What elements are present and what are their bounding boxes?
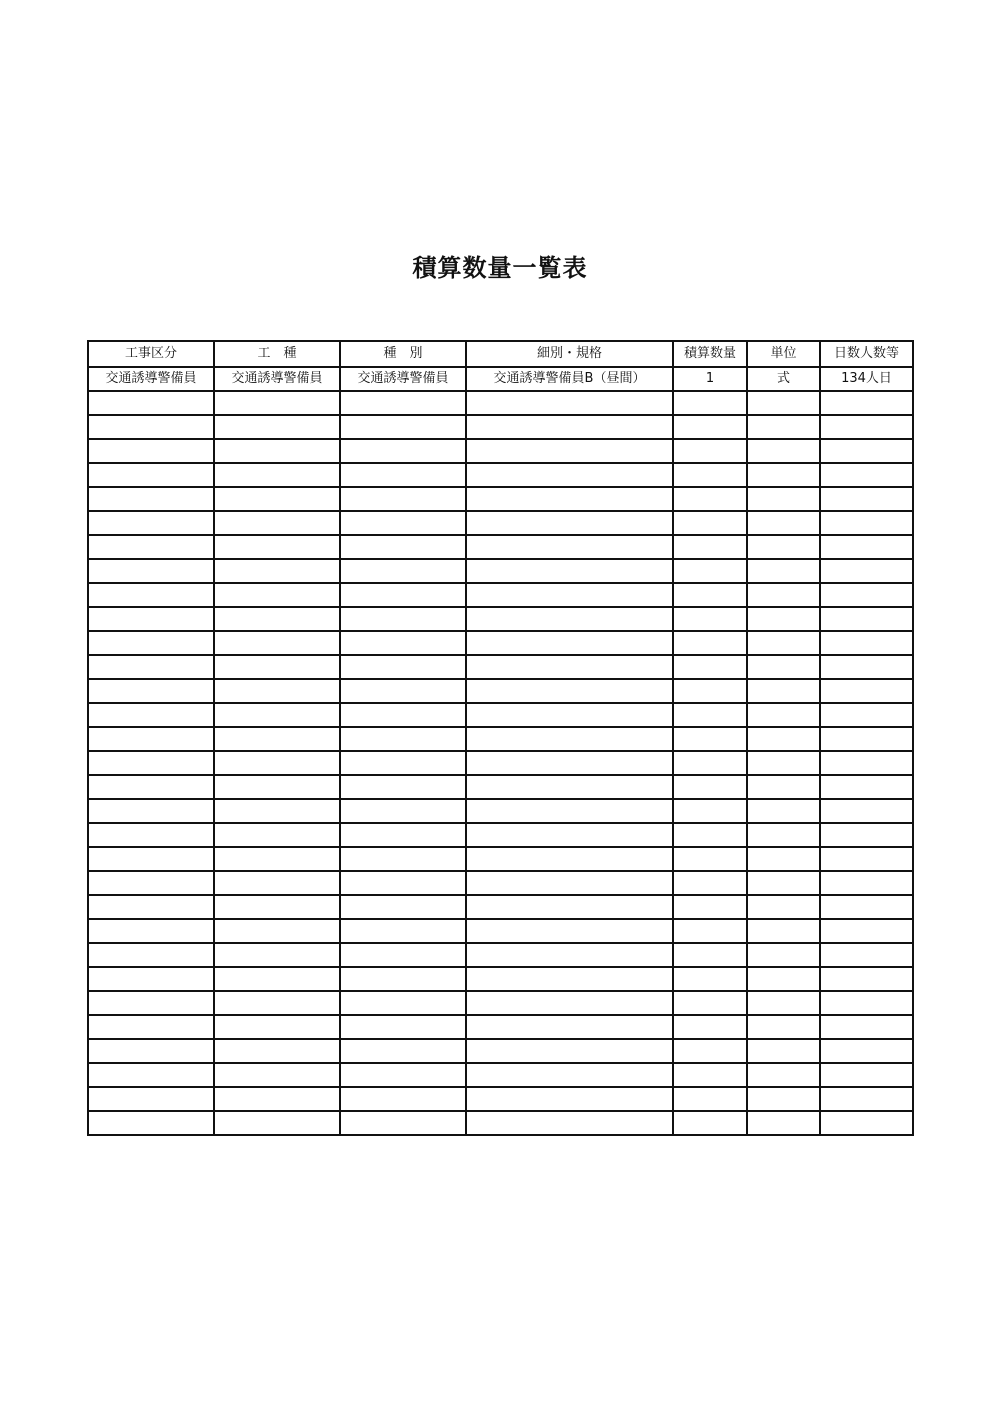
empty-cell xyxy=(747,847,820,871)
empty-cell xyxy=(673,1111,747,1135)
empty-cell xyxy=(673,1015,747,1039)
empty-cell xyxy=(340,967,466,991)
empty-table-row xyxy=(88,655,913,679)
empty-cell xyxy=(466,535,673,559)
empty-cell xyxy=(214,511,340,535)
empty-cell xyxy=(747,559,820,583)
empty-cell xyxy=(340,1063,466,1087)
empty-cell xyxy=(747,439,820,463)
table-body xyxy=(88,367,913,1135)
empty-table-row xyxy=(88,943,913,967)
empty-cell xyxy=(820,1111,913,1135)
empty-cell xyxy=(747,1111,820,1135)
empty-table-row xyxy=(88,895,913,919)
empty-cell xyxy=(820,943,913,967)
empty-cell xyxy=(673,847,747,871)
empty-cell xyxy=(820,463,913,487)
empty-cell xyxy=(340,895,466,919)
empty-cell xyxy=(747,463,820,487)
empty-cell xyxy=(340,823,466,847)
empty-cell xyxy=(214,847,340,871)
empty-cell xyxy=(340,631,466,655)
empty-cell xyxy=(340,871,466,895)
empty-cell xyxy=(340,655,466,679)
empty-cell xyxy=(214,919,340,943)
empty-cell xyxy=(214,655,340,679)
empty-cell xyxy=(88,463,214,487)
empty-cell xyxy=(673,487,747,511)
empty-cell xyxy=(747,631,820,655)
empty-cell xyxy=(673,679,747,703)
empty-cell xyxy=(820,631,913,655)
empty-cell xyxy=(340,679,466,703)
empty-table-row xyxy=(88,919,913,943)
empty-cell xyxy=(340,559,466,583)
empty-cell xyxy=(214,775,340,799)
empty-cell xyxy=(88,775,214,799)
empty-cell xyxy=(88,967,214,991)
cell-construction-category: 交通誘導警備員 xyxy=(88,367,214,391)
empty-cell xyxy=(214,727,340,751)
empty-table-row xyxy=(88,727,913,751)
empty-cell xyxy=(747,1087,820,1111)
column-header-detail-spec: 細別・規格 xyxy=(466,341,673,367)
empty-cell xyxy=(673,727,747,751)
empty-cell xyxy=(88,823,214,847)
quantity-table xyxy=(87,340,914,1136)
cell-days-persons: 134人日 xyxy=(820,367,913,391)
empty-cell xyxy=(820,583,913,607)
cell-quantity: 1 xyxy=(673,367,747,391)
empty-cell xyxy=(466,775,673,799)
column-header-construction-category: 工事区分 xyxy=(88,341,214,367)
empty-cell xyxy=(340,415,466,439)
empty-table-row xyxy=(88,583,913,607)
empty-cell xyxy=(673,943,747,967)
empty-cell xyxy=(88,511,214,535)
empty-cell xyxy=(214,631,340,655)
empty-cell xyxy=(747,1063,820,1087)
empty-cell xyxy=(820,415,913,439)
empty-cell xyxy=(340,751,466,775)
empty-cell xyxy=(466,871,673,895)
empty-table-row xyxy=(88,535,913,559)
empty-cell xyxy=(820,727,913,751)
empty-table-row xyxy=(88,871,913,895)
empty-cell xyxy=(88,895,214,919)
empty-cell xyxy=(88,439,214,463)
empty-cell xyxy=(88,847,214,871)
empty-cell xyxy=(88,1087,214,1111)
empty-cell xyxy=(673,439,747,463)
empty-cell xyxy=(673,799,747,823)
empty-cell xyxy=(214,607,340,631)
empty-cell xyxy=(820,1015,913,1039)
empty-cell xyxy=(340,943,466,967)
empty-cell xyxy=(340,919,466,943)
empty-table-row xyxy=(88,991,913,1015)
empty-cell xyxy=(214,535,340,559)
page-title: 積算数量一覧表 xyxy=(412,254,588,282)
empty-cell xyxy=(214,559,340,583)
empty-cell xyxy=(747,583,820,607)
table-row xyxy=(88,367,913,391)
empty-table-row xyxy=(88,1111,913,1135)
empty-cell xyxy=(747,991,820,1015)
empty-table-row xyxy=(88,823,913,847)
column-header-unit: 単位 xyxy=(747,341,820,367)
empty-cell xyxy=(673,415,747,439)
empty-cell xyxy=(340,847,466,871)
empty-cell xyxy=(820,703,913,727)
empty-cell xyxy=(214,799,340,823)
empty-cell xyxy=(88,799,214,823)
empty-cell xyxy=(747,727,820,751)
cell-classification: 交通誘導警備員 xyxy=(340,367,466,391)
empty-cell xyxy=(340,607,466,631)
empty-cell xyxy=(673,511,747,535)
empty-cell xyxy=(466,1015,673,1039)
empty-cell xyxy=(673,655,747,679)
empty-cell xyxy=(673,1039,747,1063)
empty-cell xyxy=(820,607,913,631)
empty-cell xyxy=(340,487,466,511)
column-header-days-persons: 日数人数等 xyxy=(820,341,913,367)
empty-table-row xyxy=(88,1015,913,1039)
empty-cell xyxy=(673,991,747,1015)
empty-cell xyxy=(673,751,747,775)
empty-cell xyxy=(88,991,214,1015)
empty-cell xyxy=(214,415,340,439)
empty-cell xyxy=(820,559,913,583)
empty-cell xyxy=(466,967,673,991)
empty-cell xyxy=(673,463,747,487)
empty-cell xyxy=(340,439,466,463)
empty-cell xyxy=(747,871,820,895)
empty-cell xyxy=(747,415,820,439)
empty-cell xyxy=(214,1063,340,1087)
empty-cell xyxy=(466,415,673,439)
empty-cell xyxy=(747,1039,820,1063)
empty-table-row xyxy=(88,559,913,583)
empty-cell xyxy=(820,1063,913,1087)
empty-cell xyxy=(214,943,340,967)
empty-cell xyxy=(747,967,820,991)
empty-table-row xyxy=(88,967,913,991)
empty-cell xyxy=(466,607,673,631)
empty-cell xyxy=(340,703,466,727)
empty-cell xyxy=(820,487,913,511)
column-header-work-type: 工 種 xyxy=(214,341,340,367)
empty-table-row xyxy=(88,463,913,487)
empty-cell xyxy=(820,967,913,991)
empty-cell xyxy=(88,391,214,415)
empty-cell xyxy=(88,559,214,583)
empty-cell xyxy=(820,1039,913,1063)
empty-cell xyxy=(820,439,913,463)
empty-cell xyxy=(820,751,913,775)
empty-cell xyxy=(88,487,214,511)
empty-cell xyxy=(820,535,913,559)
cell-detail-spec: 交通誘導警備員B（昼間） xyxy=(466,367,673,391)
empty-cell xyxy=(88,1039,214,1063)
empty-cell xyxy=(747,511,820,535)
empty-cell xyxy=(88,679,214,703)
empty-cell xyxy=(214,391,340,415)
empty-cell xyxy=(340,727,466,751)
empty-cell xyxy=(466,1039,673,1063)
empty-cell xyxy=(466,727,673,751)
empty-cell xyxy=(214,751,340,775)
empty-table-row xyxy=(88,799,913,823)
header-row xyxy=(88,341,913,367)
empty-cell xyxy=(747,775,820,799)
empty-cell xyxy=(88,1063,214,1087)
empty-cell xyxy=(466,655,673,679)
empty-cell xyxy=(214,1087,340,1111)
empty-cell xyxy=(340,775,466,799)
empty-table-row xyxy=(88,847,913,871)
empty-cell xyxy=(747,919,820,943)
empty-cell xyxy=(673,871,747,895)
empty-cell xyxy=(673,919,747,943)
empty-cell xyxy=(88,631,214,655)
empty-cell xyxy=(820,991,913,1015)
empty-cell xyxy=(820,799,913,823)
empty-cell xyxy=(466,943,673,967)
empty-cell xyxy=(340,391,466,415)
empty-cell xyxy=(214,895,340,919)
empty-cell xyxy=(466,703,673,727)
empty-cell xyxy=(820,919,913,943)
empty-cell xyxy=(340,1111,466,1135)
empty-cell xyxy=(88,655,214,679)
empty-cell xyxy=(88,919,214,943)
cell-unit: 式 xyxy=(747,367,820,391)
empty-cell xyxy=(88,943,214,967)
empty-table-row xyxy=(88,415,913,439)
empty-cell xyxy=(820,895,913,919)
empty-cell xyxy=(340,1087,466,1111)
empty-table-row xyxy=(88,775,913,799)
cell-work-type: 交通誘導警備員 xyxy=(214,367,340,391)
empty-cell xyxy=(747,943,820,967)
empty-cell xyxy=(747,655,820,679)
empty-cell xyxy=(214,463,340,487)
empty-cell xyxy=(673,559,747,583)
empty-cell xyxy=(466,391,673,415)
empty-table-row xyxy=(88,1039,913,1063)
empty-table-row xyxy=(88,391,913,415)
empty-cell xyxy=(214,679,340,703)
empty-cell xyxy=(466,823,673,847)
empty-cell xyxy=(820,847,913,871)
empty-cell xyxy=(88,871,214,895)
empty-cell xyxy=(747,679,820,703)
empty-cell xyxy=(466,463,673,487)
empty-cell xyxy=(214,487,340,511)
empty-cell xyxy=(747,1015,820,1039)
empty-cell xyxy=(88,1111,214,1135)
empty-cell xyxy=(747,703,820,727)
empty-cell xyxy=(214,703,340,727)
empty-cell xyxy=(820,823,913,847)
empty-cell xyxy=(466,631,673,655)
empty-cell xyxy=(747,391,820,415)
empty-cell xyxy=(820,1087,913,1111)
empty-cell xyxy=(88,415,214,439)
empty-cell xyxy=(340,535,466,559)
empty-cell xyxy=(747,823,820,847)
empty-cell xyxy=(214,823,340,847)
empty-cell xyxy=(88,583,214,607)
empty-cell xyxy=(340,583,466,607)
empty-cell xyxy=(214,1111,340,1135)
empty-cell xyxy=(673,775,747,799)
empty-cell xyxy=(747,895,820,919)
empty-cell xyxy=(466,1063,673,1087)
empty-table-row xyxy=(88,1063,913,1087)
empty-cell xyxy=(673,703,747,727)
empty-cell xyxy=(466,895,673,919)
empty-cell xyxy=(88,703,214,727)
empty-cell xyxy=(673,607,747,631)
empty-cell xyxy=(466,847,673,871)
empty-table-row xyxy=(88,703,913,727)
empty-cell xyxy=(214,583,340,607)
empty-cell xyxy=(466,487,673,511)
empty-cell xyxy=(673,1087,747,1111)
empty-cell xyxy=(820,871,913,895)
empty-cell xyxy=(673,967,747,991)
empty-cell xyxy=(340,799,466,823)
empty-cell xyxy=(214,967,340,991)
empty-cell xyxy=(340,1039,466,1063)
empty-cell xyxy=(673,391,747,415)
empty-table-row xyxy=(88,631,913,655)
empty-cell xyxy=(466,511,673,535)
empty-cell xyxy=(673,631,747,655)
empty-cell xyxy=(466,799,673,823)
empty-cell xyxy=(820,775,913,799)
empty-cell xyxy=(466,1111,673,1135)
empty-cell xyxy=(747,607,820,631)
empty-cell xyxy=(673,583,747,607)
empty-cell xyxy=(88,727,214,751)
empty-cell xyxy=(340,463,466,487)
empty-table-row xyxy=(88,439,913,463)
empty-table-row xyxy=(88,511,913,535)
empty-cell xyxy=(214,439,340,463)
column-header-quantity: 積算数量 xyxy=(673,341,747,367)
empty-cell xyxy=(673,823,747,847)
empty-cell xyxy=(820,391,913,415)
empty-cell xyxy=(747,487,820,511)
empty-cell xyxy=(88,1015,214,1039)
empty-cell xyxy=(466,751,673,775)
empty-cell xyxy=(820,511,913,535)
empty-cell xyxy=(466,991,673,1015)
empty-cell xyxy=(820,679,913,703)
empty-cell xyxy=(673,535,747,559)
empty-cell xyxy=(466,679,673,703)
column-header-classification: 種 別 xyxy=(340,341,466,367)
empty-cell xyxy=(88,607,214,631)
empty-cell xyxy=(747,799,820,823)
empty-cell xyxy=(820,655,913,679)
empty-cell xyxy=(466,439,673,463)
empty-table-row xyxy=(88,679,913,703)
empty-cell xyxy=(88,751,214,775)
empty-cell xyxy=(214,991,340,1015)
empty-cell xyxy=(466,583,673,607)
empty-cell xyxy=(214,871,340,895)
empty-table-row xyxy=(88,751,913,775)
empty-cell xyxy=(747,751,820,775)
empty-cell xyxy=(214,1039,340,1063)
empty-cell xyxy=(747,535,820,559)
empty-cell xyxy=(340,1015,466,1039)
empty-table-row xyxy=(88,607,913,631)
empty-cell xyxy=(466,559,673,583)
empty-cell xyxy=(673,895,747,919)
empty-table-row xyxy=(88,1087,913,1111)
empty-cell xyxy=(340,991,466,1015)
empty-table-row xyxy=(88,487,913,511)
empty-cell xyxy=(214,1015,340,1039)
empty-cell xyxy=(340,511,466,535)
empty-cell xyxy=(673,1063,747,1087)
empty-cell xyxy=(88,535,214,559)
empty-cell xyxy=(466,919,673,943)
empty-cell xyxy=(466,1087,673,1111)
